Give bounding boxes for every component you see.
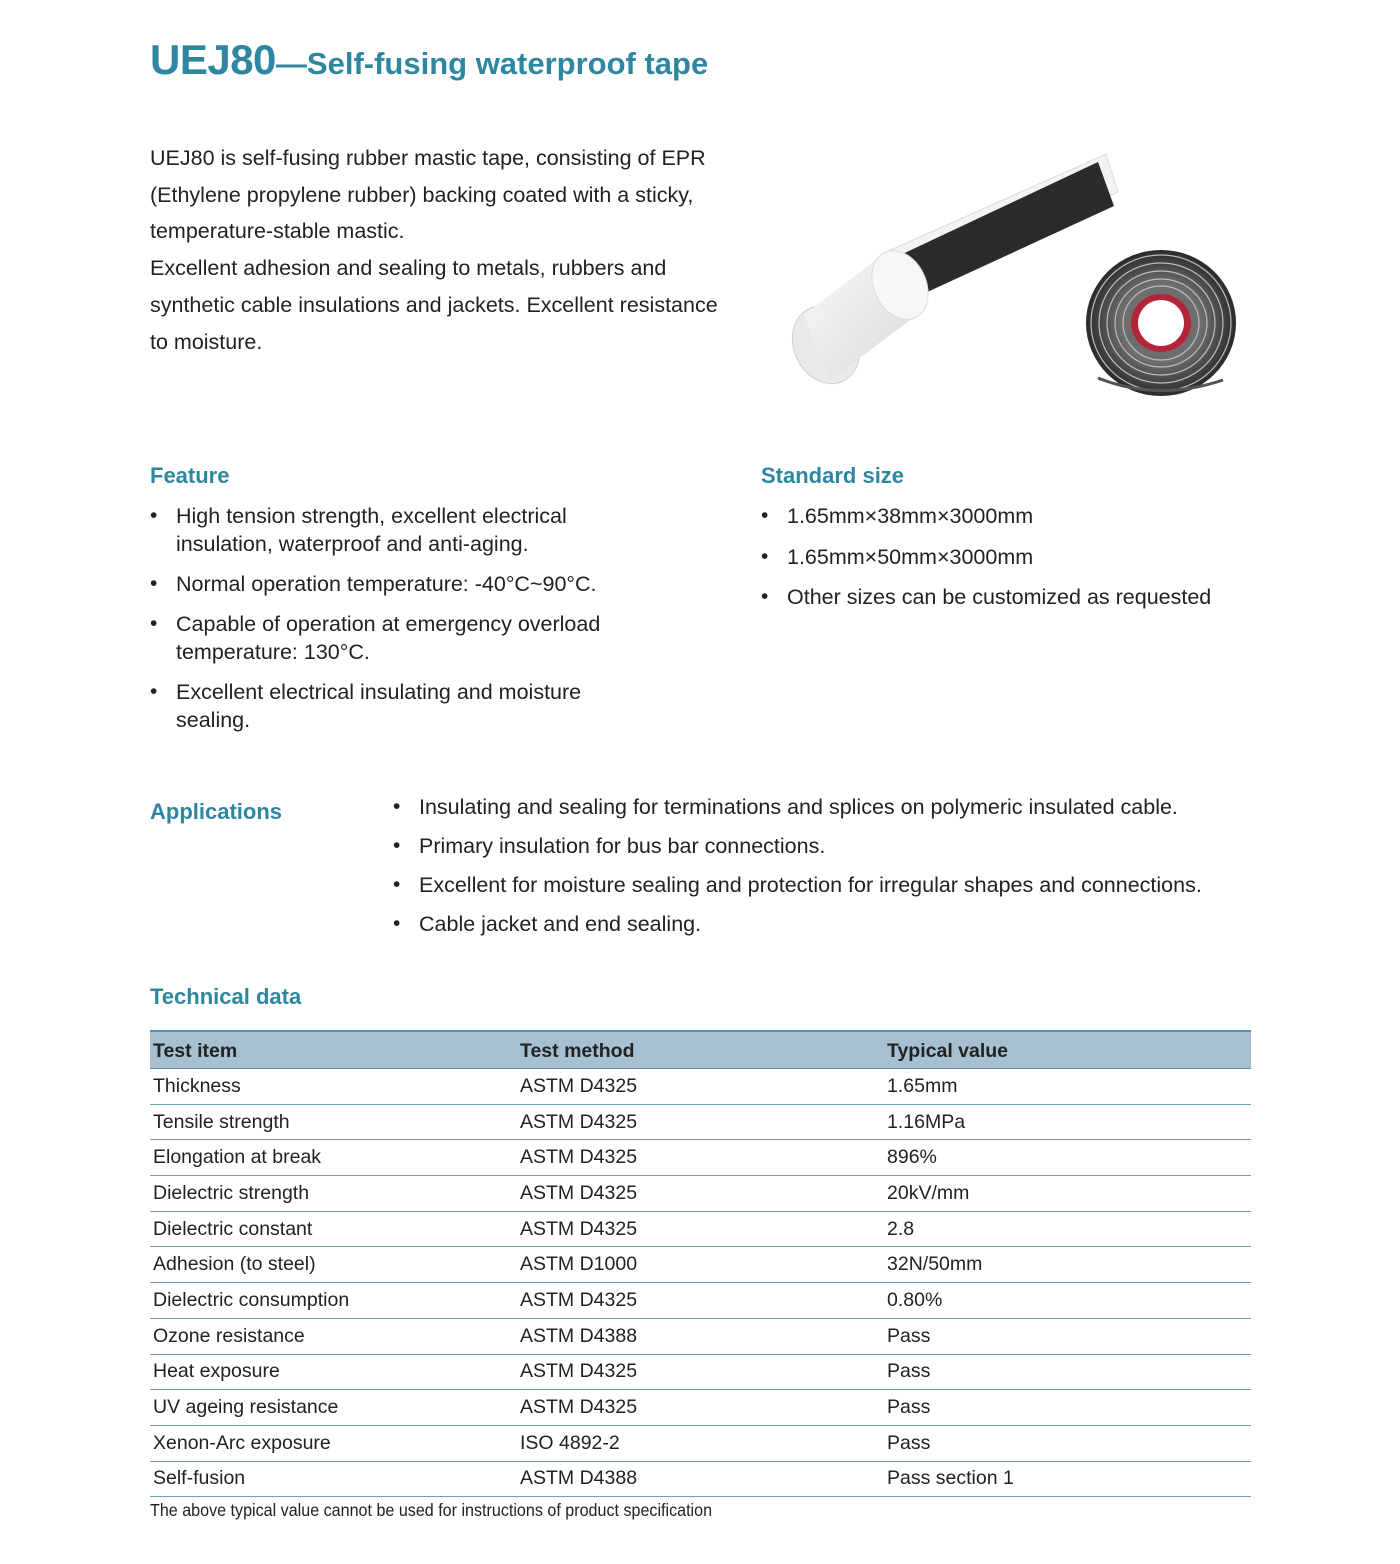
table-cell: Self-fusion xyxy=(150,1461,517,1497)
list-item: • Primary insulation for bus bar connections. xyxy=(393,832,1313,860)
table-cell: ASTM D4388 xyxy=(517,1318,884,1354)
table-cell: 1.16MPa xyxy=(884,1104,1251,1140)
table-cell: ASTM D4325 xyxy=(517,1176,884,1212)
table-cell: Pass xyxy=(884,1425,1251,1461)
table-cell: 20kV/mm xyxy=(884,1176,1251,1212)
table-cell: Heat exposure xyxy=(150,1354,517,1390)
table-cell: ASTM D4325 xyxy=(517,1069,884,1105)
table-row xyxy=(150,1390,1251,1426)
feature-heading: Feature xyxy=(150,463,230,488)
list-item: • Other sizes can be customized as requested xyxy=(761,583,1321,611)
table-cell: Thickness xyxy=(150,1069,517,1105)
list-item: • High tension strength, excellent electrical insulation, waterproof and anti-aging. xyxy=(150,502,650,558)
table-cell: ASTM D4325 xyxy=(517,1211,884,1247)
page-title xyxy=(150,36,708,84)
column-header: Typical value xyxy=(884,1031,1251,1069)
table-cell: ASTM D1000 xyxy=(517,1247,884,1283)
table-header-row xyxy=(150,1031,1251,1069)
table-cell: 1.65mm xyxy=(884,1069,1251,1105)
list-item: • Excellent electrical insulating and moisture sealing. xyxy=(150,678,650,734)
technical-data-table xyxy=(150,1030,1251,1497)
table-row xyxy=(150,1425,1251,1461)
table-cell: Adhesion (to steel) xyxy=(150,1247,517,1283)
table-row xyxy=(150,1069,1251,1105)
table-cell: Dielectric consumption xyxy=(150,1283,517,1319)
list-item: • 1.65mm×50mm×3000mm xyxy=(761,543,1321,571)
table-cell: ISO 4892-2 xyxy=(517,1425,884,1461)
table-row xyxy=(150,1140,1251,1176)
feature-list xyxy=(150,502,650,746)
table-row xyxy=(150,1461,1251,1497)
table-cell: Ozone resistance xyxy=(150,1318,517,1354)
intro-paragraph: UEJ80 is self-fusing rubber mastic tape, consisting of EPR (Ethylene propylene rubber) backing coated with a sticky, temperature-stable mastic. xyxy=(150,146,706,244)
table-cell: Dielectric constant xyxy=(150,1211,517,1247)
applications-list xyxy=(393,793,1313,949)
table-cell: Pass xyxy=(884,1318,1251,1354)
list-item: • 1.65mm×38mm×3000mm xyxy=(761,502,1321,530)
technical-data-heading: Technical data xyxy=(150,984,302,1009)
table-cell: ASTM D4388 xyxy=(517,1461,884,1497)
product-model: UEJ80 xyxy=(150,36,276,83)
table-row xyxy=(150,1318,1251,1354)
table-cell: ASTM D4325 xyxy=(517,1140,884,1176)
table-row xyxy=(150,1247,1251,1283)
table-cell: Pass xyxy=(884,1390,1251,1426)
table-cell: ASTM D4325 xyxy=(517,1390,884,1426)
standard-size-heading: Standard size xyxy=(761,463,905,488)
standard-size-list xyxy=(761,502,1321,624)
table-cell: 2.8 xyxy=(884,1211,1251,1247)
column-header: Test method xyxy=(517,1031,884,1069)
table-row xyxy=(150,1176,1251,1212)
table-row xyxy=(150,1104,1251,1140)
column-header: Test item xyxy=(150,1031,517,1069)
table-cell: 896% xyxy=(884,1140,1251,1176)
table-cell: ASTM D4325 xyxy=(517,1104,884,1140)
table-cell: Pass xyxy=(884,1354,1251,1390)
list-item: • Excellent for moisture sealing and protection for irregular shapes and connections. xyxy=(393,871,1313,899)
table-cell: Pass section 1 xyxy=(884,1461,1251,1497)
table-cell: Elongation at break xyxy=(150,1140,517,1176)
title-dash: — xyxy=(275,46,307,81)
table-cell: Dielectric strength xyxy=(150,1176,517,1212)
product-name: Self-fusing waterproof tape xyxy=(306,46,709,81)
applications-heading: Applications xyxy=(150,799,283,824)
list-item: • Cable jacket and end sealing. xyxy=(393,910,1313,938)
table-row xyxy=(150,1211,1251,1247)
table-row xyxy=(150,1354,1251,1390)
intro-paragraph: Excellent adhesion and sealing to metals, rubbers and synthetic cable insulations and jackets. Excellent resistance to moisture. xyxy=(150,256,718,354)
intro-text xyxy=(150,140,740,360)
list-item: • Capable of operation at emergency overload temperature: 130°C. xyxy=(150,610,650,666)
list-item: • Normal operation temperature: -40°C~90°C. xyxy=(150,570,650,598)
table-cell: 32N/50mm xyxy=(884,1247,1251,1283)
table-row xyxy=(150,1283,1251,1319)
table-cell: ASTM D4325 xyxy=(517,1354,884,1390)
table-footnote: The above typical value cannot be used for instructions of product specification xyxy=(150,1500,713,1520)
list-item: • Insulating and sealing for terminations and splices on polymeric insulated cable. xyxy=(393,793,1313,821)
table-cell: Tensile strength xyxy=(150,1104,517,1140)
table-cell: 0.80% xyxy=(884,1283,1251,1319)
table-cell: UV ageing resistance xyxy=(150,1390,517,1426)
table-cell: ASTM D4325 xyxy=(517,1283,884,1319)
product-photo xyxy=(768,140,1248,410)
table-cell: Xenon-Arc exposure xyxy=(150,1425,517,1461)
